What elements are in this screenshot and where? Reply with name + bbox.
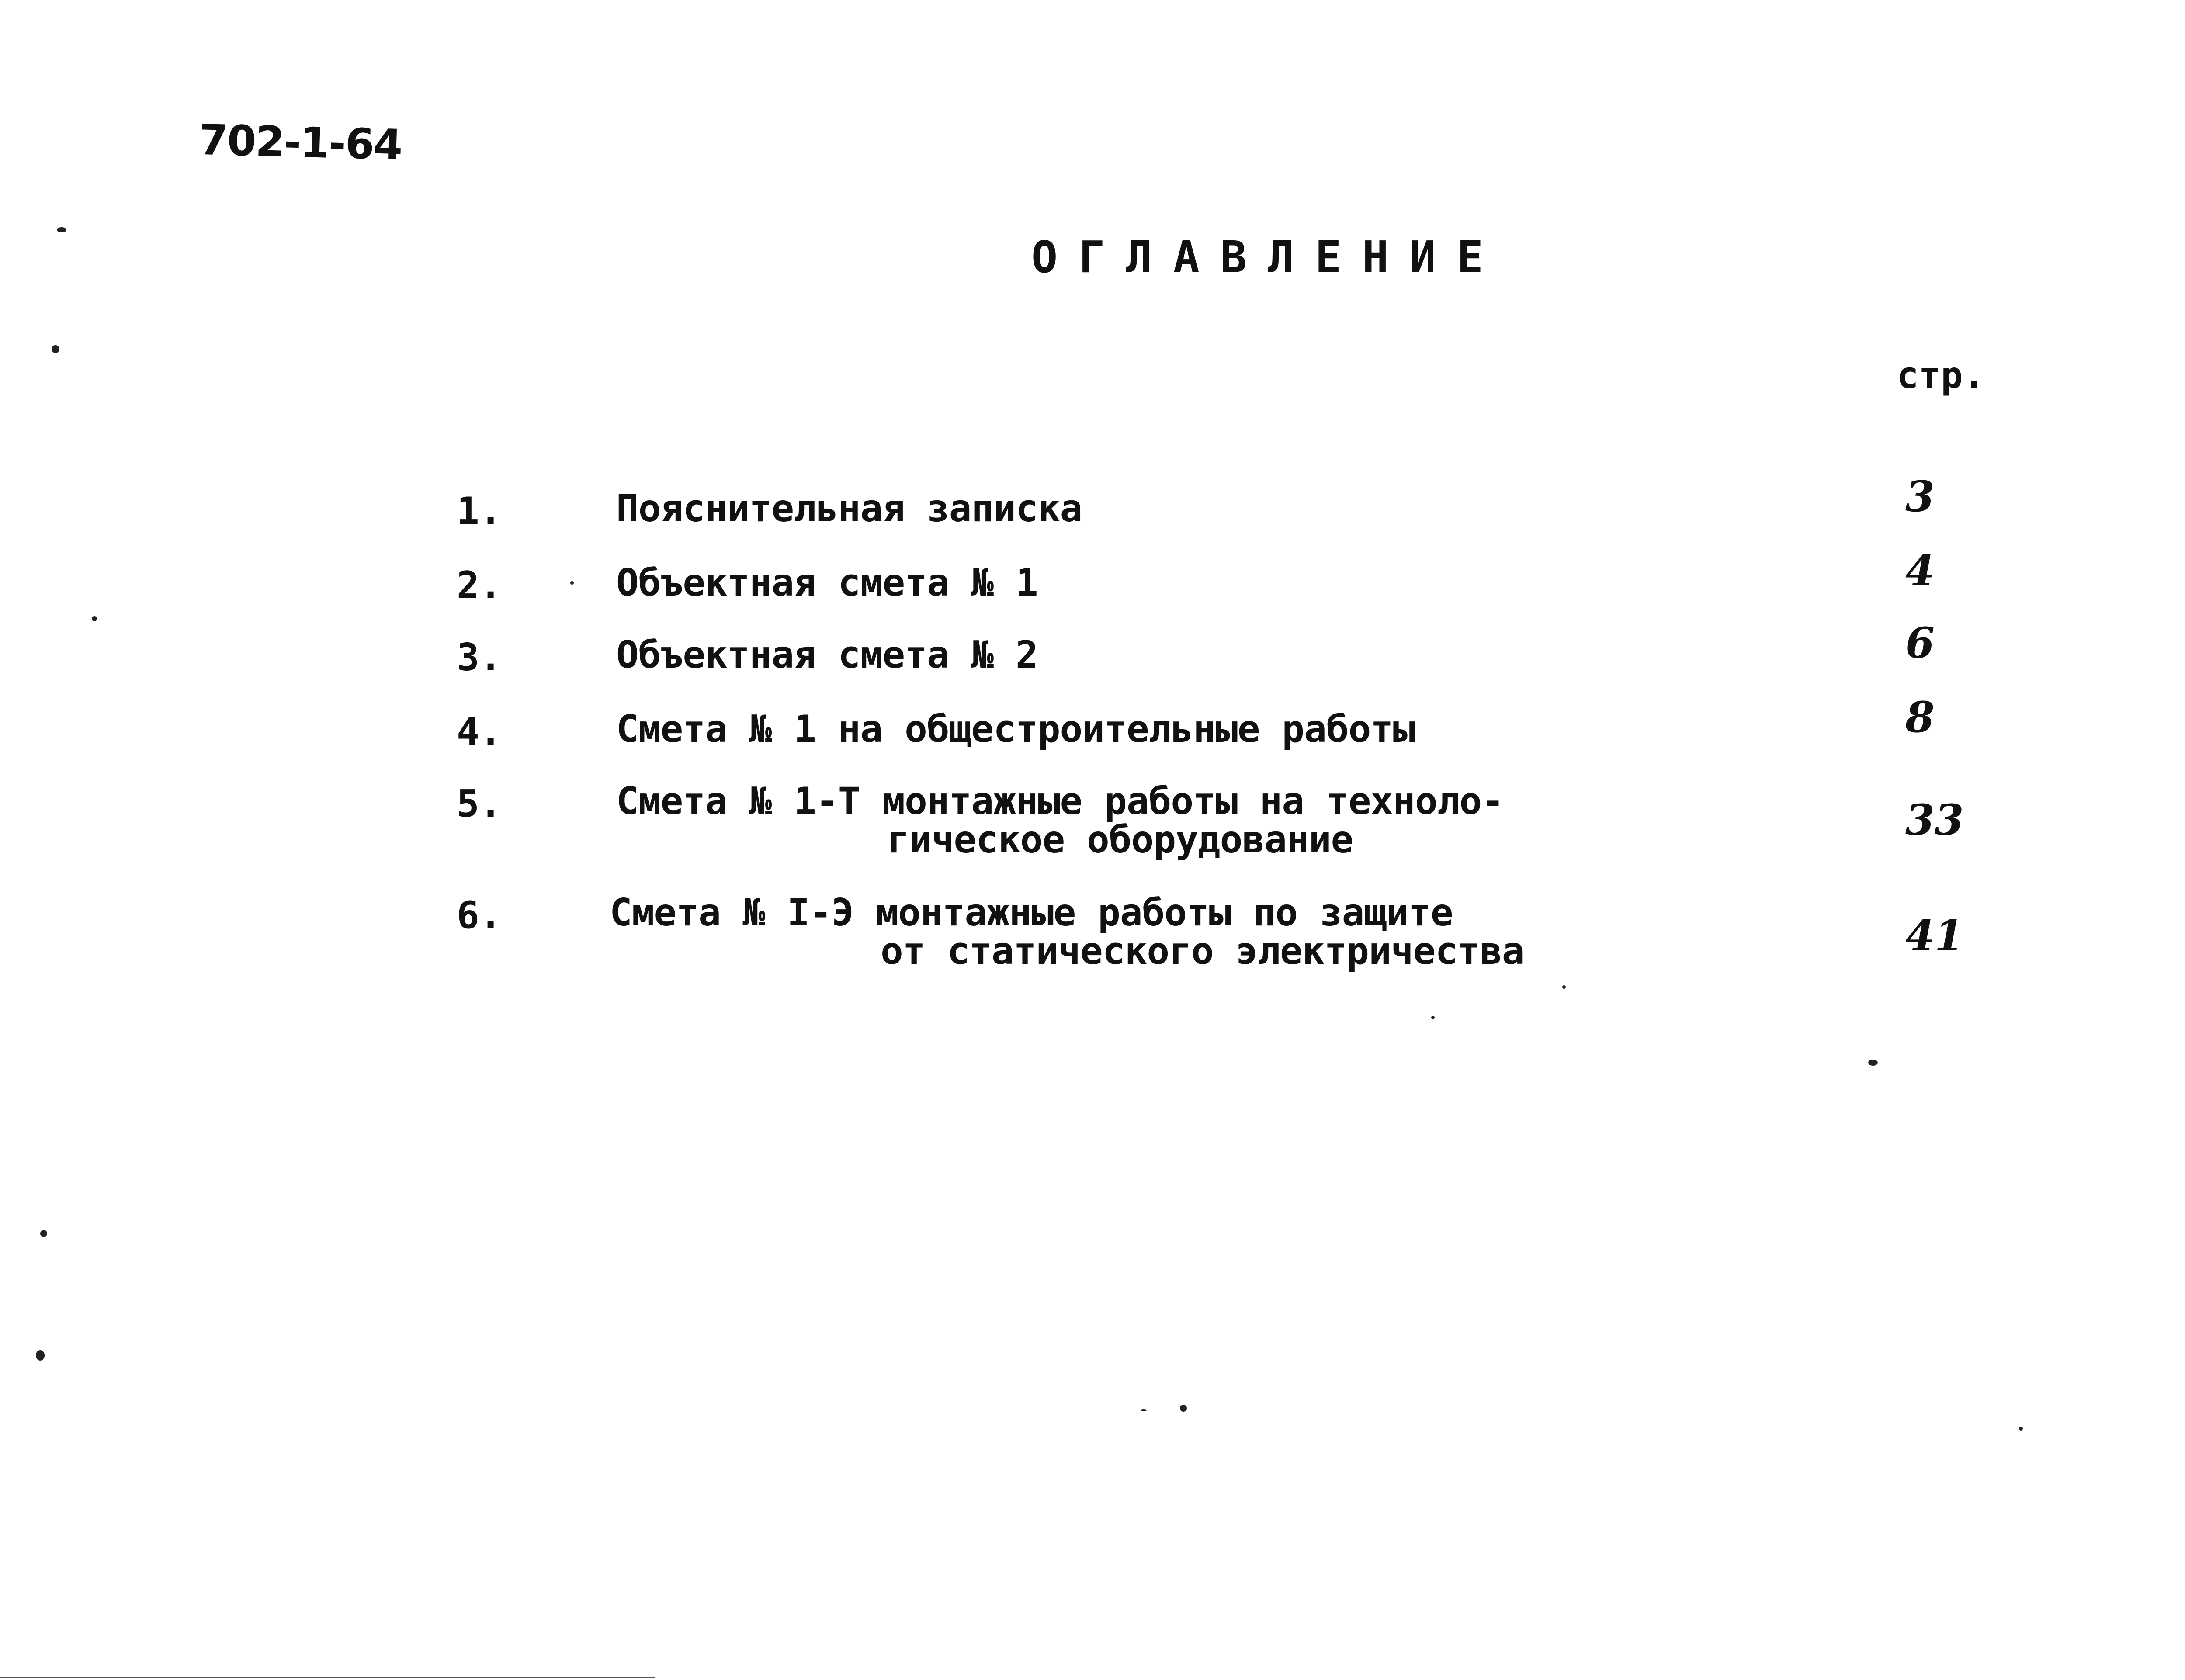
page-title: ОГЛАВЛЕНИЕ (1031, 232, 1505, 283)
toc-item-page: 33 (1905, 795, 1964, 845)
toc-item-number: 4. (457, 710, 502, 754)
toc-item-page: 8 (1905, 693, 1935, 742)
scan-speck (92, 616, 97, 621)
toc-item-number: 2. (457, 564, 502, 607)
toc-item-title (616, 561, 1038, 605)
scan-speck (1868, 1060, 1878, 1066)
toc-item-title-line: Объектная смета № 2 (616, 633, 1038, 677)
scan-speck (1562, 985, 1566, 989)
toc-item-title-line: от статического электричества (881, 929, 1524, 973)
toc-item-title-line: Объектная смета № 1 (616, 561, 1038, 605)
page-column-header: стр. (1897, 354, 1985, 397)
toc-item-title (616, 633, 1038, 677)
scan-speck (1431, 1016, 1435, 1019)
toc-item-number: 5. (457, 782, 502, 826)
toc-item-title-line: Смета № I-Э монтажные работы по защите (610, 891, 1453, 935)
toc-item-number: 1. (457, 489, 502, 533)
scan-speck (2019, 1427, 2023, 1431)
toc-item-number: 3. (457, 636, 502, 679)
toc-item (0, 779, 2185, 869)
document-code: 702-1-64 (198, 115, 402, 170)
toc-item-page: 3 (1905, 472, 1935, 521)
toc-item (0, 891, 2185, 981)
toc-item-page: 4 (1905, 546, 1935, 596)
toc-item-title (616, 779, 1504, 862)
toc-item-title-line: гическое оборудование (887, 818, 1353, 862)
toc-item-title (616, 489, 1082, 528)
toc-item-page: 41 (1905, 911, 1964, 960)
scan-speck (36, 1350, 45, 1361)
toc-item-title-line: Смета № 1-Т монтажные работы на техноло- (616, 779, 1504, 823)
scan-edge-line (0, 1677, 656, 1678)
scan-speck (40, 1230, 47, 1237)
toc-item-number: 6. (457, 894, 502, 937)
scan-speck (1141, 1409, 1147, 1411)
toc-item-title (616, 707, 1415, 751)
scan-speck (1180, 1405, 1187, 1412)
toc-item-title (610, 891, 1524, 973)
scan-speck (57, 227, 66, 232)
scan-speck (570, 581, 574, 585)
toc-item-page: 6 (1905, 618, 1935, 668)
scan-speck (52, 345, 59, 353)
toc-item-title-line: Смета № 1 на общестроительные работы (616, 707, 1415, 751)
toc-item-title-line: Пояснительная записка (616, 487, 1082, 530)
